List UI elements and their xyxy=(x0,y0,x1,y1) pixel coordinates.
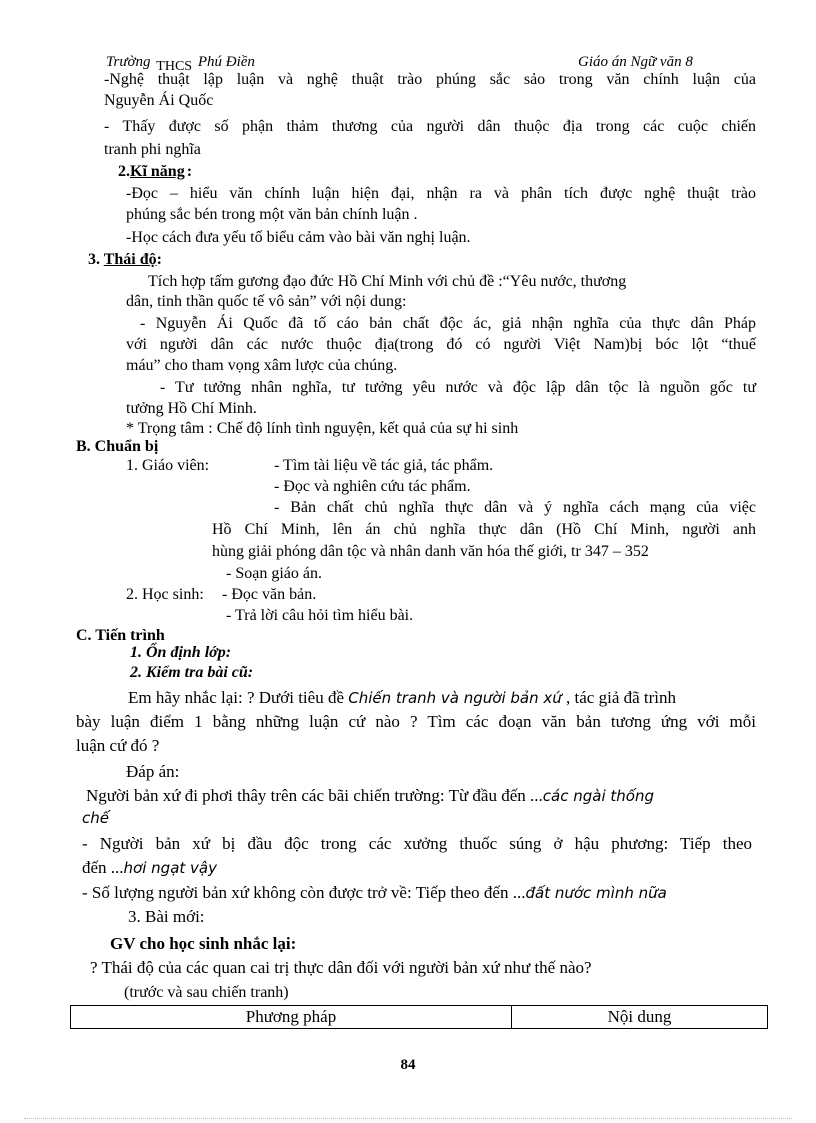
question-line: bày luận điểm 1 bằng những luận cứ nào ? Tìm các đoạn văn bản tương ứng với mỗi xyxy=(76,712,756,731)
text-line: Tích hợp tấm gương đạo đức Hồ Chí Minh với chủ đề :“Yêu nước, thương xyxy=(148,273,627,290)
text-line: - Trả lời câu hỏi tìm hiểu bài. xyxy=(226,607,414,624)
table-header-method: Phương pháp xyxy=(71,1006,512,1029)
text-line: dân, tinh thần quốc tế vô sản” với nội dung: xyxy=(126,293,407,310)
answer-text: - Số lượng người bản xứ không còn được trở về: Tiếp theo đến ... xyxy=(82,883,526,902)
heading-tien-trinh: C. Tiến trình xyxy=(76,627,165,644)
heading-colon: : xyxy=(186,163,193,180)
text-line: phúng sắc bén trong một văn bản chính luận . xyxy=(126,206,418,223)
text-line: máu” cho tham vọng xâm lược của chúng. xyxy=(126,357,398,374)
heading-thai-do xyxy=(88,250,162,270)
table-header-content: Nội dung xyxy=(512,1006,768,1029)
answer-line: - Người bản xứ bị đầu độc trong các xưởng thuốc súng ở hậu phương: Tiếp theo xyxy=(82,834,752,853)
text-line: - Bản chất chủ nghĩa thực dân và ý nghĩa cách mạng của việc xyxy=(274,499,756,516)
question-line: (trước và sau chiến tranh) xyxy=(124,984,289,1001)
answer-text: đến ... xyxy=(82,858,124,877)
text-line: tranh phi nghĩa xyxy=(104,141,201,158)
section-bai-moi: 3. Bài mới: xyxy=(128,907,205,926)
heading-label: Thái độ xyxy=(103,251,157,268)
text-line: - Tư tưởng nhân nghĩa, tư tưởng yêu nước và độc lập dân tộc là nguồn gốc tư xyxy=(160,379,756,396)
text-line: - Thấy được số phận thảm thương của người dân thuộc địa trong các cuộc chiến xyxy=(104,118,756,135)
question-text: , tác giả đã trình xyxy=(561,688,677,707)
text-line: 2. Học sinh: xyxy=(126,586,204,603)
heading-number: 2. xyxy=(118,163,130,180)
heading-kiem-tra: 2. Kiểm tra bài cũ: xyxy=(130,664,254,681)
text-line: - Nguyễn Ái Quốc đã tố cáo bản chất độc ác, giả nhận nghĩa của thực dân Pháp xyxy=(140,315,756,332)
table-header-row xyxy=(71,1006,768,1029)
header-school-word: Trường xyxy=(106,54,151,70)
answer-line xyxy=(82,883,667,903)
question-title: Chiến tranh và người bản xứ xyxy=(348,689,562,707)
header-school-name: Phú Điền xyxy=(197,54,255,70)
heading-ki-nang xyxy=(118,162,192,182)
text-line: Nguyễn Ái Quốc xyxy=(104,92,214,109)
heading-label: Kĩ năng xyxy=(130,163,185,180)
text-line: 1. Giáo viên: xyxy=(126,457,210,474)
answer-line xyxy=(82,858,217,878)
answer-quote: đất nước mình nữa xyxy=(525,884,667,902)
page-bottom-rule xyxy=(24,1118,792,1119)
page-number: 84 xyxy=(400,1057,416,1073)
text-line: * Trọng tâm : Chế độ lính tình nguyện, kết quả của sự hi sinh xyxy=(126,420,519,437)
heading-on-dinh: 1. Ổn định lớp: xyxy=(130,644,232,661)
heading-chuan-bi: B. Chuẩn bị xyxy=(76,438,159,455)
text-line: - Đọc văn bản. xyxy=(222,586,317,603)
question-line: luận cứ đó ? xyxy=(76,736,160,755)
text-line: - Soạn giáo án. xyxy=(226,565,322,582)
text-line: tưởng Hồ Chí Minh. xyxy=(126,400,257,417)
text-line: Hồ Chí Minh, lên án chủ nghĩa thực dân (Hồ Chí Minh, người anh xyxy=(212,521,756,538)
heading-number: 3. xyxy=(88,251,100,268)
answer-quote: hơi ngạt vậy xyxy=(123,859,217,877)
answer-quote: chế xyxy=(82,809,109,827)
text-line: -Đọc – hiểu văn chính luận hiện đại, nhận ra và phân tích được nghệ thuật trào xyxy=(126,185,756,202)
text-line: - Tìm tài liệu về tác giả, tác phẩm. xyxy=(274,457,494,474)
lesson-table xyxy=(70,1005,768,1029)
answer-line xyxy=(86,786,654,806)
answer-heading: Đáp án: xyxy=(126,762,180,781)
text-line: hùng giải phóng dân tộc và nhân danh văn hóa thế giới, tr 347 – 352 xyxy=(212,543,649,560)
answer-quote: các ngài thống xyxy=(542,787,654,805)
question-text: Em hãy nhắc lại: ? Dưới tiêu đề xyxy=(128,688,349,707)
instruction-line: GV cho học sinh nhắc lại: xyxy=(110,934,297,953)
header-subject: Giáo án Ngữ văn 8 xyxy=(578,54,693,70)
answer-text: Người bản xứ đi phơi thây trên các bãi chiến trường: Từ đầu đến ... xyxy=(86,786,543,805)
question-line xyxy=(128,688,676,708)
text-line: với người dân các nước thuộc địa(trong đó có người Việt Nam)bị bóc lột “thuế xyxy=(126,336,756,353)
heading-colon: : xyxy=(156,251,162,268)
text-line: -Nghệ thuật lập luận và nghệ thuật trào phúng sắc sảo trong văn chính luận của xyxy=(104,71,756,88)
text-line: - Đọc và nghiên cứu tác phẩm. xyxy=(274,478,471,495)
text-line: -Học cách đưa yếu tố biểu cảm vào bài văn nghị luận. xyxy=(126,229,471,246)
question-line: ? Thái độ của các quan cai trị thực dân đối với người bản xứ như thế nào? xyxy=(90,958,592,977)
header-school-level: THCS xyxy=(156,59,193,74)
